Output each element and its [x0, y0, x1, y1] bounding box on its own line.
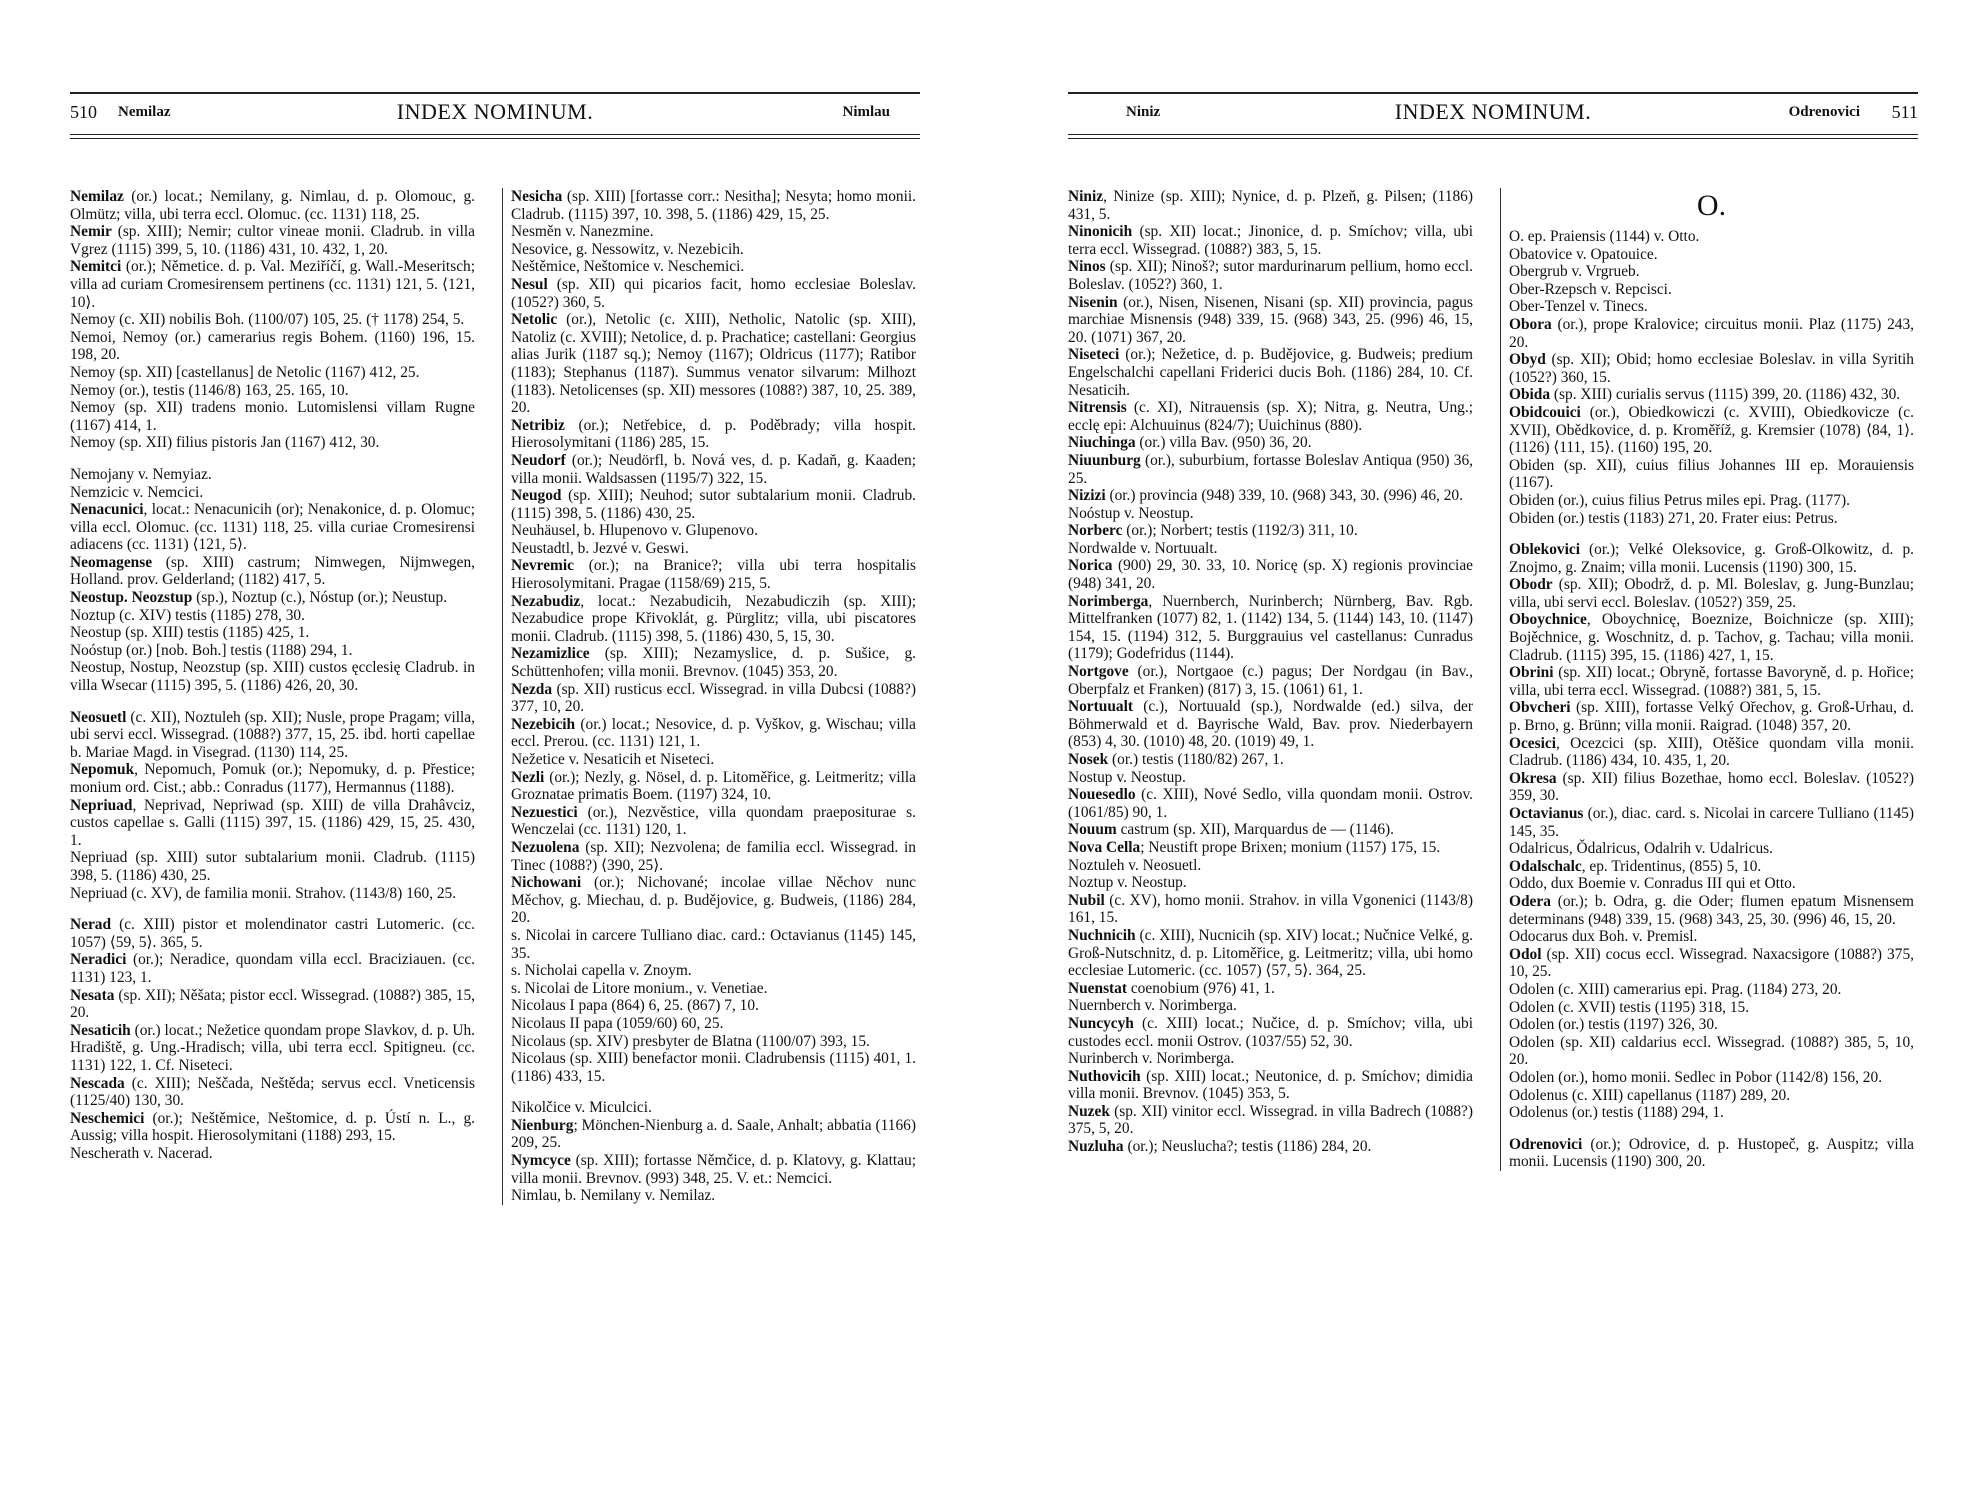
index-entry: Obiden (or.), cuius filius Petrus miles epi. Prag. (1177).	[1509, 491, 1850, 509]
index-entry: Nemilaz (or.) locat.; Nemilany, g. Nimlau, d. p. Olomouc, g. Olmütz; villa, ubi terra eccl. Olomuc. (cc. 1131) 118, 25.	[70, 188, 475, 223]
entry-gap	[70, 902, 475, 916]
index-entry: Netolic (or.), Netolic (c. XIII), Netholic, Natolic (sp. XIII), Natoliz (c. XVIII); Netolice, d. p. Prachatice; castellani: Georgius alias Jurik (1187 sq.); Nemoy (1167); Oldricus (1177); Ratibor (1183); Stephanus (1187). Summus venator silvarum: Milhozt (1183). Netolicenses (sp. XII) messores (1088?) 387, 10, 25. 389, 20.	[511, 311, 916, 417]
index-entry: Odolen (c. XVII) testis (1195) 318, 15.	[1509, 998, 1750, 1016]
index-entry: Odocarus dux Boh. v. Premisl.	[1509, 928, 1698, 946]
index-entry: Nezamizlice (sp. XIII); Nezamyslice, d. p. Sušice, g. Schüttenhofen; villa monii. Brevnov. (1045) 353, 20.	[511, 645, 916, 681]
index-entry: Nicolaus II papa (1059/60) 60, 25.	[511, 1014, 724, 1032]
index-entry: Nepomuk, Nepomuch, Pomuk (or.); Nepomuky, d. p. Přestice; monium ord. Cist.; abb.: Conradus (1177), Hermannus (1188).	[70, 761, 475, 796]
index-entry: Neradici (or.); Neradice, quondam villa eccl. Braciziauen. (cc. 1131) 123, 1.	[70, 951, 475, 986]
right-column-2	[1500, 188, 1914, 1171]
index-entry: Nicolaus (sp. XIII) benefactor monii. Cladrubensis (1115) 401, 1. (1186) 433, 15.	[511, 1050, 916, 1085]
index-entry: Nemir (sp. XIII); Nemir; cultor vineae monii. Cladrub. in villa Vgrez (1115) 399, 5, 10. (1186) 431, 10. 432, 1, 20.	[70, 223, 475, 258]
index-entry: Nuchnicih (c. XIII), Nucnicih (sp. XIV) locat.; Nučnice Velké, g. Groß-Nutschnitz, d. p. Litoměřice, g. Leitmeritz; villa, ubi homo ecclesiae Lutomeric. (cc. 1057) ⟨57, 5⟩. 364, 25.	[1068, 926, 1473, 980]
left-column-2	[502, 188, 916, 1205]
index-entry: Ocesici, Ocezcici (sp. XIII), Otěšice quondam villa monii. Cladrub. (1186) 434, 10. 435, 1, 20.	[1509, 734, 1914, 770]
index-entry: Okresa (sp. XII) filius Bozethae, homo eccl. Boleslav. (1052?) 359, 30.	[1509, 769, 1914, 805]
index-entry: Nepriuad (c. XV), de familia monii. Strahov. (1143/8) 160, 25.	[70, 884, 457, 902]
index-entry: Nemoy (c. XII) nobilis Boh. (1100/07) 105, 25. († 1178) 254, 5.	[70, 311, 465, 329]
left-page	[70, 0, 920, 1500]
index-entry: Noztuleh v. Neosuetl.	[1068, 856, 1202, 874]
index-entry: Netribiz (or.); Netřebice, d. p. Poděbrady; villa hospit. Hierosolymitani (1186) 285, 15.	[511, 416, 916, 452]
index-entry: Nezuolena (sp. XII); Nezvolena; de familia eccl. Wissegrad. in Tinec (1088?) ⟨390, 25⟩.	[511, 838, 916, 874]
index-entry: Nortgove (or.), Nortgaoe (c.) pagus; Der Nordgau (in Bav., Oberpfalz et Franken) (817) 3, 15. (1061) 61, 1.	[1068, 663, 1473, 698]
index-entry: Odalschalc, ep. Tridentinus, (855) 5, 10.	[1509, 857, 1762, 875]
index-entry: Noóstup v. Neostup.	[1068, 504, 1194, 522]
index-entry: Nuernberch v. Norimberga.	[1068, 997, 1237, 1015]
index-entry: Nuenstat coenobium (976) 41, 1.	[1068, 979, 1275, 997]
index-entry: Nemzicic v. Nemcici.	[70, 483, 204, 501]
left-page-header	[70, 92, 920, 135]
index-entry: Obiden (or.) testis (1183) 271, 20. Frater eius: Petrus.	[1509, 509, 1838, 527]
index-entry: Obiden (sp. XII), cuius filius Johannes III ep. Morauiensis (1167).	[1509, 456, 1914, 492]
index-entry: Nikolčice v. Miculcici.	[511, 1099, 652, 1117]
index-entry: Neuhäusel, b. Hlupenovo v. Glupenovo.	[511, 522, 758, 540]
index-entry: Nemitci (or.); Němetice. d. p. Val. Meziříčí, g. Wall.-Meseritsch; villa ad curiam Cromesirensem pertinens (cc. 1131) 121, 5. ⟨121, 10⟩.	[70, 258, 475, 311]
index-entry: Nenacunici, locat.: Nenacunicih (or); Nenakonice, d. p. Olomuc; villa eccl. Olomuc. (cc. 1131) 118, 25. villa curiae Cromesirensi adiacens (cc. 1131) ⟨121, 5⟩.	[70, 501, 475, 554]
index-entry: Nescada (c. XIII); Neščada, Neštěda; servus eccl. Vneticensis (1125/40) 130, 30.	[70, 1074, 475, 1110]
index-entry: Nepriuad, Neprivad, Nepriwad (sp. XIII) de villa Drahâvciz, custos capellae s. Galli (1115) 397, 15. (1186) 429, 15, 25. 430, 1.	[70, 796, 475, 849]
index-entry: Nuzluha (or.); Neuslucha?; testis (1186) 284, 20.	[1068, 1138, 1372, 1156]
index-entry: Neustadtl, b. Jezvé v. Geswi.	[511, 539, 689, 557]
index-entry: Neostup (sp. XIII) testis (1185) 425, 1.	[70, 624, 310, 642]
index-entry: Nichowani (or.); Nichované; incolae villae Něchov nunc Měchov, g. Miechau, d. p. Budějovice, g. Budweis, (1186) 284, 20.	[511, 874, 916, 927]
right-page-body	[1068, 188, 1918, 1460]
index-entry: Oboychnice, Oboychnicę, Boeznize, Boichnicze (sp. XIII); Bojěchnice, g. Woschnitz, d. p. Tachov, g. Tachau; villa monii. Cladrub. (1115) 395, 15. (1186) 427, 1, 15.	[1509, 611, 1914, 664]
index-entry: Nesovice, g. Nessowitz, v. Nezebicih.	[511, 240, 744, 258]
entry-gap	[1509, 527, 1914, 541]
index-entry: Nemoy (sp. XII) [castellanus] de Netolic (1167) 412, 25.	[70, 363, 420, 381]
index-entry: Niniz, Ninize (sp. XIII); Nynice, d. p. Plzeň, g. Pilsen; (1186) 431, 5.	[1068, 188, 1473, 223]
index-entry: Neštěmice, Neštomice v. Neschemici.	[511, 258, 745, 276]
index-entry: Nortuualt (c.), Nortuuald (sp.), Nordwalde (ed.) silva, der Böhmerwald et d. Bayrische Wald, Bav. prov. Niederbayern (853) 4, 30. (1010) 48, 20. (1019) 49, 1.	[1068, 698, 1473, 751]
index-entry: Nizizi (or.) provincia (948) 339, 10. (968) 343, 30. (996) 46, 20.	[1068, 487, 1463, 505]
index-entry: s. Nicolai in carcere Tulliano diac. card.: Octavianus (1145) 145, 35.	[511, 926, 916, 962]
index-entry: Nuthovicih (sp. XIII) locat.; Neutonice, d. p. Smíchov; dimidia villa monii. Brevnov. (1045) 353, 5.	[1068, 1067, 1473, 1103]
index-entry: Nesata (sp. XII); Něšata; pistor eccl. Wissegrad. (1088?) 385, 15, 20.	[70, 986, 475, 1022]
index-entry: Nezda (sp. XII) rusticus eccl. Wissegrad. in villa Dubcsi (1088?) 377, 10, 20.	[511, 680, 916, 716]
header-title: INDEX NOMINUM.	[396, 99, 594, 124]
section-heading: O.	[1696, 189, 1727, 222]
index-entry: Odalricus, Ǒdalricus, Odalrih v. Udalricus.	[1509, 840, 1773, 858]
index-entry: Neomagense (sp. XIII) castrum; Nimwegen, Nijmwegen, Holland. prov. Gelderland; (1182) 417, 5.	[70, 553, 475, 589]
index-entry: Odolen (sp. XII) caldarius eccl. Wissegrad. (1088?) 385, 5, 10, 20.	[1509, 1033, 1914, 1069]
left-page-body	[70, 188, 920, 1460]
index-entry: Oblekovici (or.); Velké Oleksovice, g. Groß-Olkowitz, d. p. Znojmo, g. Znaim; villa monii. Lucensis (1190) 300, 15.	[1509, 541, 1914, 576]
index-entry: Nitrensis (c. XI), Nitrauensis (sp. X); Nitra, g. Neutra, Ung.; ecclę epi: Alchuuinus (824/7); Uuichinus (880).	[1068, 399, 1473, 434]
index-entry: Neudorf (or.); Neudörfl, b. Nová ves, d. p. Kadaň, g. Kaaden; villa monii. Waldsassen (1195/7) 322, 15.	[511, 451, 916, 487]
index-entry: Neostup. Neozstup (sp.), Noztup (c.), Nóstup (or.); Neustup.	[70, 589, 448, 607]
index-entry: Neschemici (or.); Neštěmice, Neštomice, d. p. Ústí n. L., g. Aussig; villa hospit. Hierosolymitani (1188) 293, 15.	[70, 1109, 475, 1145]
index-entry: Odolenus (or.) testis (1188) 294, 1.	[1509, 1104, 1724, 1122]
header-title: INDEX NOMINUM.	[1394, 99, 1592, 124]
index-entry: Nesměn v. Nanezmine.	[511, 223, 654, 241]
index-entry: s. Nicholai capella v. Znoym.	[511, 962, 692, 980]
header-first-word: Niniz	[1126, 104, 1161, 120]
index-entry: Odolen (c. XIII) camerarius epi. Prag. (1184) 273, 20.	[1509, 980, 1842, 998]
index-entry: Odolen (or.) testis (1197) 326, 30.	[1509, 1016, 1718, 1034]
index-entry: Nicolaus (sp. XIV) presbyter de Blatna (1100/07) 393, 15.	[511, 1032, 870, 1050]
index-entry: Noztup v. Neostup.	[1068, 874, 1187, 892]
index-entry: Obvcheri (sp. XIII), fortasse Velký Ořechov, g. Groß-Urhau, d. p. Brno, g. Brünn; villa monii. Raigrad. (1048) 357, 20.	[1509, 699, 1914, 735]
index-entry: Octavianus (or.), diac. card. s. Nicolai in carcere Tulliano (1145) 145, 35.	[1509, 805, 1914, 840]
page-number: 511	[1891, 102, 1918, 122]
index-entry: Nemojany v. Nemyiaz.	[70, 465, 212, 483]
index-entry: Noztup (c. XIV) testis (1185) 278, 30.	[70, 606, 305, 624]
index-entry: Obrini (sp. XII) locat.; Obryně, fortasse Bavoryně, d. p. Hořice; villa, ubi terra eccl. Wissegrad. (1088?) 381, 5, 15.	[1509, 664, 1914, 699]
index-entry: Odera (or.); b. Odra, g. die Oder; flumen epatum Misnensem determinans (948) 339, 15. (968) 343, 25, 30. (996) 46, 15, 20.	[1509, 892, 1914, 928]
index-entry: Nimlau, b. Nemilany v. Nemilaz.	[511, 1187, 716, 1205]
index-entry: Norberc (or.); Norbert; testis (1192/3) 311, 10.	[1068, 522, 1358, 540]
index-entry: Nežetice v. Nesaticih et Niseteci.	[511, 751, 715, 768]
index-entry: Nerad (c. XIII) pistor et molendinator castri Lutomeric. (cc. 1057) ⟨59, 5⟩. 365, 5.	[70, 916, 475, 951]
index-entry: Ober-Tenzel v. Tinecs.	[1509, 298, 1648, 316]
header-first-word: Nemilaz	[118, 104, 171, 120]
index-entry: Niuchinga (or.) villa Bav. (950) 36, 20.	[1068, 434, 1312, 452]
index-entry: Obergrub v. Vrgrueb.	[1509, 263, 1640, 281]
entry-gap	[70, 695, 475, 709]
right-page	[1068, 0, 1918, 1500]
index-entry: Neugod (sp. XIII); Neuhod; sutor subtalarium monii. Cladrub. (1115) 398, 5. (1186) 430, 25.	[511, 487, 916, 522]
index-entry: Odolen (or.), homo monii. Sedlec in Pobor (1142/8) 156, 20.	[1509, 1068, 1883, 1086]
index-entry: Nezabudiz, locat.: Nezabudicih, Nezabudiczih (sp. XIII); Nezabudice prope Křivoklát, g. Pürglitz; villa, ubi piscatores monii. Cladrub. (1115) 398, 5. (1186) 430, 5, 15, 30.	[511, 592, 916, 645]
entry-gap	[70, 452, 475, 466]
index-entry: Nordwalde v. Nortuualt.	[1068, 539, 1218, 557]
index-entry: Nezebicih (or.) locat.; Nesovice, d. p. Vyškov, g. Wischau; villa eccl. Prerou. (cc. 1131) 121, 1.	[511, 715, 916, 751]
index-entry: Nostup v. Neostup.	[1068, 768, 1186, 786]
index-entry: Odolenus (c. XIII) capellanus (1187) 289, 20.	[1509, 1086, 1791, 1104]
index-entry: Nemoy (sp. XII) tradens monio. Lutomislensi villam Rugne (1167) 414, 1.	[70, 399, 475, 434]
index-entry: Nienburg; Mönchen-Nienburg a. d. Saale, Anhalt; abbatia (1166) 209, 25.	[511, 1116, 916, 1152]
index-entry: Nemoi, Nemoy (or.) camerarius regis Bohem. (1160) 196, 15. 198, 20.	[70, 328, 475, 364]
header-last-word: Odrenovici	[1788, 104, 1860, 120]
index-entry: Nesaticih (or.) locat.; Nežetice quondam prope Slavkov, d. p. Uh. Hradiště, g. Ung.-Hradisch; villa, ubi terra eccl. Spitigneu. (cc. 1131) 122, 1. Cf. Niseteci.	[70, 1021, 475, 1074]
index-entry: Niseteci (or.); Nežetice, d. p. Budějovice, g. Budweis; predium Engelschalchi capellani Friderici ducis Boh. (1186) 284, 10. Cf. Nesaticih.	[1068, 346, 1473, 399]
index-entry: Nuzek (sp. XII) vinitor eccl. Wissegrad. in villa Badrech (1088?) 375, 5, 20.	[1068, 1102, 1473, 1138]
index-entry: Obodr (sp. XII); Obodrž, d. p. Ml. Boleslav, g. Jung-Bunzlau; villa, ubi servi eccl. Boleslav. (1052?) 359, 25.	[1509, 576, 1914, 611]
index-entry: Nesul (sp. XII) qui picarios facit, homo ecclesiae Boleslav. (1052?) 360, 5.	[511, 275, 916, 311]
index-entry: Nescherath v. Nacerad.	[70, 1144, 213, 1162]
index-entry: Nosek (or.) testis (1180/82) 267, 1.	[1068, 751, 1284, 768]
page-number: 510	[70, 102, 97, 122]
index-entry: Nepriuad (sp. XIII) sutor subtalarium monii. Cladrub. (1115) 398, 5. (1186) 430, 25.	[70, 849, 475, 884]
index-entry: Ober-Rzepsch v. Repcisci.	[1509, 280, 1672, 298]
index-entry: Nemoy (sp. XII) filius pistoris Jan (1167) 412, 30.	[70, 434, 380, 452]
header-last-word: Nimlau	[842, 104, 890, 120]
index-entry: Norica (900) 29, 30. 33, 10. Noricę (sp. X) regionis provinciae (948) 341, 20.	[1068, 557, 1473, 593]
index-entry: Nouesedlo (c. XIII), Nové Sedlo, villa quondam monii. Ostrov. (1061/85) 90, 1.	[1068, 786, 1473, 821]
index-entry: O. ep. Praiensis (1144) v. Otto.	[1509, 228, 1700, 245]
index-entry: Neostup, Nostup, Neozstup (sp. XIII) custos ęcclesię Cladrub. in villa Wsecar (1115) 395, 5. (1186) 426, 20, 30.	[70, 659, 475, 695]
left-column-1	[70, 188, 475, 1162]
index-entry: Nesicha (sp. XIII) [fortasse corr.: Nesitha]; Nesyta; homo monii. Cladrub. (1115) 397, 10. 398, 5. (1186) 429, 15, 25.	[511, 188, 916, 223]
index-entry: Norimberga, Nuernberch, Nurinberch; Nürnberg, Bav. Rgb. Mittelfranken (1077) 82, 1. (1142) 134, 5. (1144) 143, 10. (1147) 154, 15. (1194) 312, 5. Burggrauius vel castellanus: Cunradus (1179); Godefridus (1144).	[1068, 592, 1473, 663]
index-entry: Obidcouici (or.), Obiedkowiczi (c. XVIII), Obiedkovicze (c. XVII), Obědkovice, d. p. Kroměříž, g. Kremsier (1078) ⟨84, 1⟩. (1126) ⟨111, 15⟩. (1160) 195, 20.	[1509, 403, 1914, 457]
index-entry: Obida (sp. XIII) curialis servus (1115) 399, 20. (1186) 432, 30.	[1509, 386, 1901, 404]
entry-gap	[511, 1085, 916, 1099]
index-entry: Nisenin (or.), Nisen, Nisenen, Nisani (sp. XII) provincia, pagus marchiae Misnensis (948) 339, 15. (968) 343, 25. (996) 46, 15, 20. (1071) 367, 20.	[1068, 293, 1473, 346]
entry-gap	[1509, 1122, 1914, 1136]
index-entry: Nevremic (or.); na Branice?; villa ubi terra hospitalis Hierosolymitani. Pragae (1158/69) 215, 5.	[511, 557, 916, 593]
index-entry: Nubil (c. XV), homo monii. Strahov. in villa Vgonenici (1143/8) 161, 15.	[1068, 891, 1473, 927]
index-entry: Niuunburg (or.), suburbium, fortasse Boleslav Antiqua (950) 36, 25.	[1068, 451, 1473, 487]
index-entry: Nezuestici (or.), Nezvěstice, villa quondam praepositurae s. Wenczelai (cc. 1131) 120, 1.	[511, 803, 916, 839]
index-entry: Oddo, dux Boemie v. Conradus III qui et Otto.	[1509, 875, 1796, 893]
index-entry: Obora (or.), prope Kralovice; circuitus monii. Plaz (1175) 243, 20.	[1509, 315, 1914, 351]
index-entry: Ninos (sp. XII); Ninoš?; sutor mardurinarum pellium, homo eccl. Boleslav. (1052?) 360, 1.	[1068, 258, 1473, 293]
index-entry: Nurinberch v. Norimberga.	[1068, 1050, 1235, 1068]
index-entry: Nymcyce (sp. XIII); fortasse Němčice, d. p. Klatovy, g. Klattau; villa monii. Brevnov. (993) 348, 25. V. et.: Nemcici.	[511, 1152, 916, 1187]
index-entry: Nova Cella; Neustift prope Brixen; monium (1157) 175, 15.	[1068, 838, 1441, 856]
index-entry: Nicolaus I papa (864) 6, 25. (867) 7, 10.	[511, 997, 759, 1015]
index-entry: Odrenovici (or.); Odrovice, d. p. Hustopeč, g. Auspitz; villa monii. Lucensis (1190) 300, 20.	[1509, 1135, 1914, 1171]
index-entry: Obatovice v. Opatouice.	[1509, 245, 1658, 263]
index-entry: Nemoy (or.), testis (1146/8) 163, 25. 165, 10.	[70, 381, 349, 399]
index-entry: Neosuetl (c. XII), Noztuleh (sp. XII); Nusle, prope Pragam; villa, ubi servi eccl. Wissegrad. (1088?) 377, 15, 25. ibd. horti capellae b. Mariae Magd. in Visegrad. (1130) 114, 25.	[70, 708, 475, 761]
index-entry: s. Nicolai de Litore monium., v. Venetiae.	[511, 979, 768, 997]
index-entry: Odol (sp. XII) cocus eccl. Wissegrad. Naxacsigore (1088?) 375, 10, 25.	[1509, 945, 1914, 981]
index-entry: Nezli (or.); Nezly, g. Nösel, d. p. Litoměřice, g. Leitmeritz; villa Groznatae primatis Boem. (1197) 324, 10.	[511, 768, 916, 804]
index-entry: Noóstup (or.) [nob. Boh.] testis (1188) 294, 1.	[70, 641, 353, 659]
right-column-1	[1068, 188, 1473, 1156]
index-entry: Nouum castrum (sp. XII), Marquardus de — (1146).	[1068, 821, 1394, 839]
index-entry: Ninonicih (sp. XII) locat.; Jinonice, d. p. Smíchov; villa, ubi terra eccl. Wissegrad. (1088?) 383, 5, 15.	[1068, 223, 1473, 258]
index-entry: Obyd (sp. XII); Obid; homo ecclesiae Boleslav. in villa Syritih (1052?) 360, 15.	[1509, 351, 1914, 386]
index-entry: Nuncycyh (c. XIII) locat.; Nučice, d. p. Smíchov; villa, ubi custodes eccl. monii Ostrov. (1037/55) 52, 30.	[1068, 1014, 1473, 1050]
right-page-header	[1068, 92, 1918, 135]
